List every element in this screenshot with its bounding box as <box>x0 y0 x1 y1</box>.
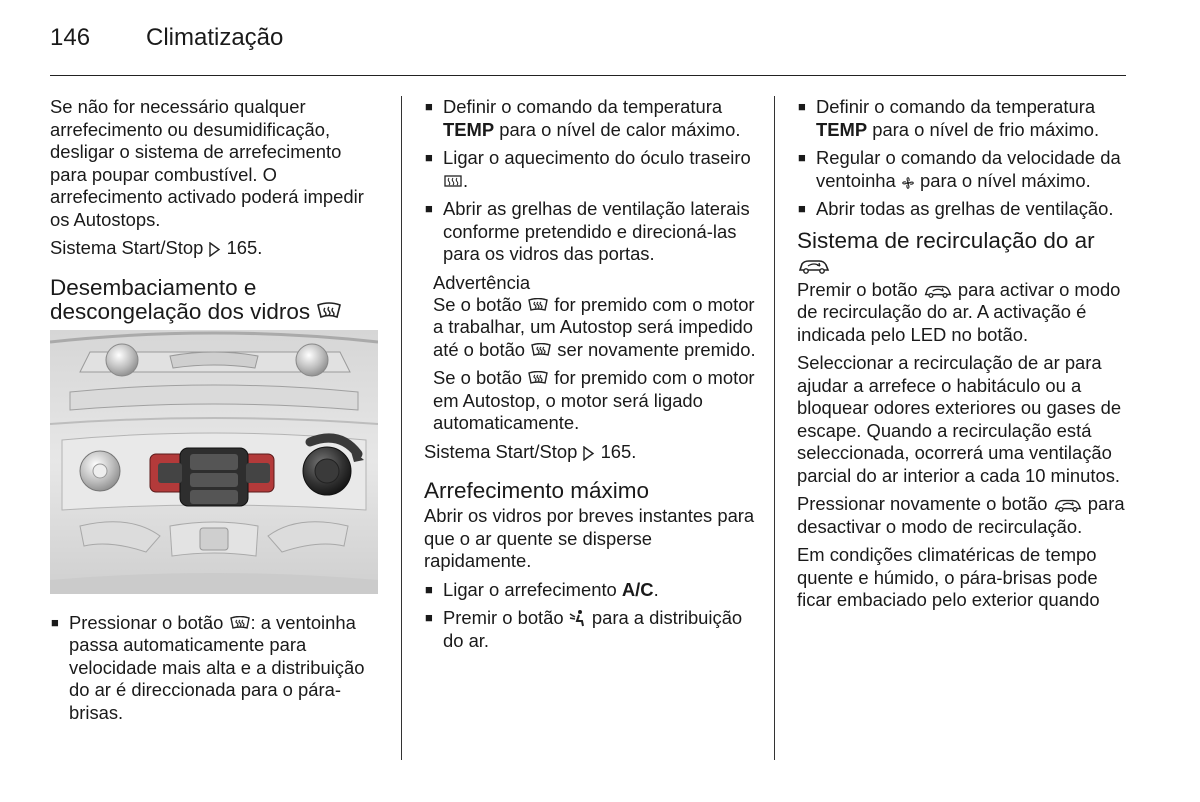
page-reference-arrow-icon <box>582 446 595 461</box>
column-divider <box>401 96 402 760</box>
windscreen-defrost-icon <box>530 343 552 359</box>
list-item: ■ Abrir as grelhas de ventilação laterais conforme pretendido e direcioná-las para os vidros das portas. <box>424 198 760 266</box>
windscreen-defrost-icon <box>316 302 342 322</box>
air-recirculation-icon <box>1053 497 1083 513</box>
max-cooling-steps-cont <box>797 96 1131 221</box>
climate-control-panel-photo <box>50 330 378 594</box>
list-item: ■ Ligar o aquecimento do óculo traseiro . <box>424 147 760 192</box>
warning-block <box>424 272 760 435</box>
fan-icon <box>901 176 915 190</box>
page-number: 146 <box>50 24 91 51</box>
page-header <box>50 24 283 52</box>
column-middle <box>424 96 760 658</box>
warning-paragraph: Se o botão for premido com o motor em Autostop, o motor será ligado automaticamente. <box>433 367 755 433</box>
list-item: ■ Pressionar o botão : a ventoinha passa automaticamente para velocidade mais alta e a distribuição do ar é direccionada para o pára-brisas. <box>50 612 382 725</box>
header-rule <box>50 75 1126 76</box>
recirc-paragraph: Pressionar novamente o botão para desactivar o modo de recirculação. <box>797 493 1125 537</box>
intro-paragraph: Se não for necessário qualquer arrefecimento ou desumidificação, desligar o sistema de arrefecimento para poupar combustível. O arrefecimento activado poderá impedir os Autostops. <box>50 96 364 230</box>
column-divider <box>774 96 775 760</box>
defrost-instructions <box>50 612 382 725</box>
section-heading-recirculation: Sistema de recirculação do ar <box>797 229 1131 277</box>
defrost-steps <box>424 96 760 266</box>
warning-paragraph: Se o botão for premido com o motor a trabalhar, um Autostop será impedido até o botão ser novamente premido. <box>433 293 756 360</box>
list-item: ■ Ligar o arrefecimento A/C. <box>424 579 760 602</box>
rear-window-heat-icon <box>443 174 463 190</box>
recirc-paragraph: Premir o botão para activar o modo de recirculação do ar. A activação é indicada pelo LED no botão. <box>797 278 1121 345</box>
list-item: ■ Definir o comando da temperatura TEMP para o nível de calor máximo. <box>424 96 760 141</box>
windscreen-defrost-icon <box>527 371 549 387</box>
section-heading-max-cooling: Arrefecimento máximo <box>424 478 650 503</box>
section-heading-defrost: Desembaciamento e descongelação dos vidros <box>50 276 382 324</box>
list-item: ■ Definir o comando da temperatura TEMP para o nível de frio máximo. <box>797 96 1131 141</box>
cross-reference: Sistema Start/Stop 165. <box>50 237 263 258</box>
list-item: ■ Premir o botão para a distribuição do ar. <box>424 607 760 652</box>
air-distribution-icon <box>569 609 587 627</box>
column-right <box>797 96 1131 618</box>
max-cooling-steps <box>424 579 760 653</box>
page-title: Climatização <box>146 24 284 51</box>
list-item: ■ Abrir todas as grelhas de ventilação. <box>797 198 1131 221</box>
cross-reference: Sistema Start/Stop 165. <box>424 440 637 462</box>
list-item: ■ Regular o comando da velocidade da ventoinha para o nível máximo. <box>797 147 1131 192</box>
windscreen-defrost-icon <box>527 298 549 314</box>
warning-title: Advertência <box>433 271 531 293</box>
windscreen-defrost-icon <box>229 616 251 632</box>
column-left <box>50 96 382 730</box>
air-recirculation-icon <box>923 283 953 299</box>
intro-paragraph: Abrir os vidros por breves instantes para que o ar quente se disperse rapidamente. <box>424 505 755 571</box>
air-recirculation-icon <box>797 257 831 275</box>
page-reference-arrow-icon <box>208 242 221 257</box>
recirc-paragraph: Em condições climatéricas de tempo quente e húmido, o pára-brisas pode ficar embaciado pelo exterior quando <box>797 544 1100 610</box>
recirc-paragraph: Seleccionar a recirculação de ar para ajudar a arrefece o habitáculo ou a bloquear odores exteriores ou gases de escape. Quando a recirculação está seleccionada, ocorrerá uma ventilação parcial do ar interior a cada 10 minutos. <box>797 352 1122 486</box>
